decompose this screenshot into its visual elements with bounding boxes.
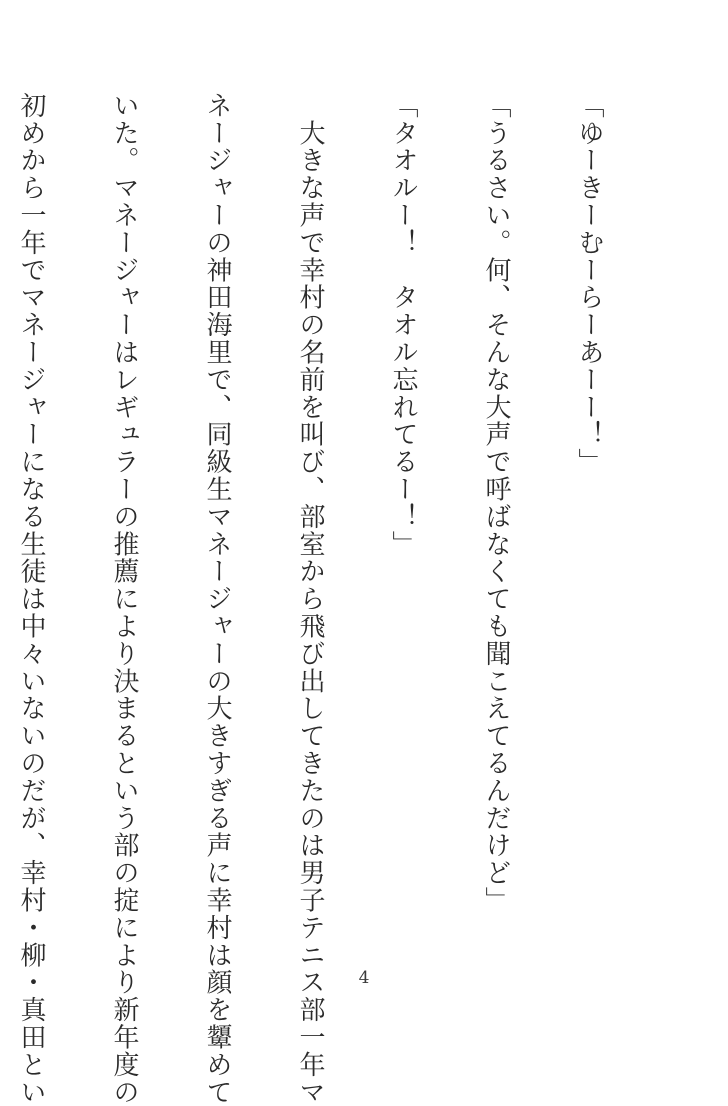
text-line: ネージャーの神田海里で、同級生マネージャーの大きすぎる声に幸村は顔を顰めて [202,92,232,1106]
vertical-text-body [0,92,666,1106]
text-line: 初めから一年でマネージャーになる生徒は中々いないのだが、幸村・柳・真田とい [16,92,46,1106]
text-line: いた。マネージャーはレギュラーの推薦により決まるという部の掟により新年度の [109,92,139,1106]
text-line-dialogue: 「ゆーきーむーらーあーー！」 [574,92,604,476]
text-line-dialogue: 「うるさい。何、そんな大声で呼ばなくても聞こえてるんだけど」 [481,92,511,914]
text-line: 大きな声で幸村の名前を叫び、部室から飛び出してきたのは男子テニス部一年マ [295,92,325,1106]
text-line-dialogue: 「タオルー！ タオル忘れてるー！」 [388,92,418,558]
page-number: 4 [358,968,370,988]
